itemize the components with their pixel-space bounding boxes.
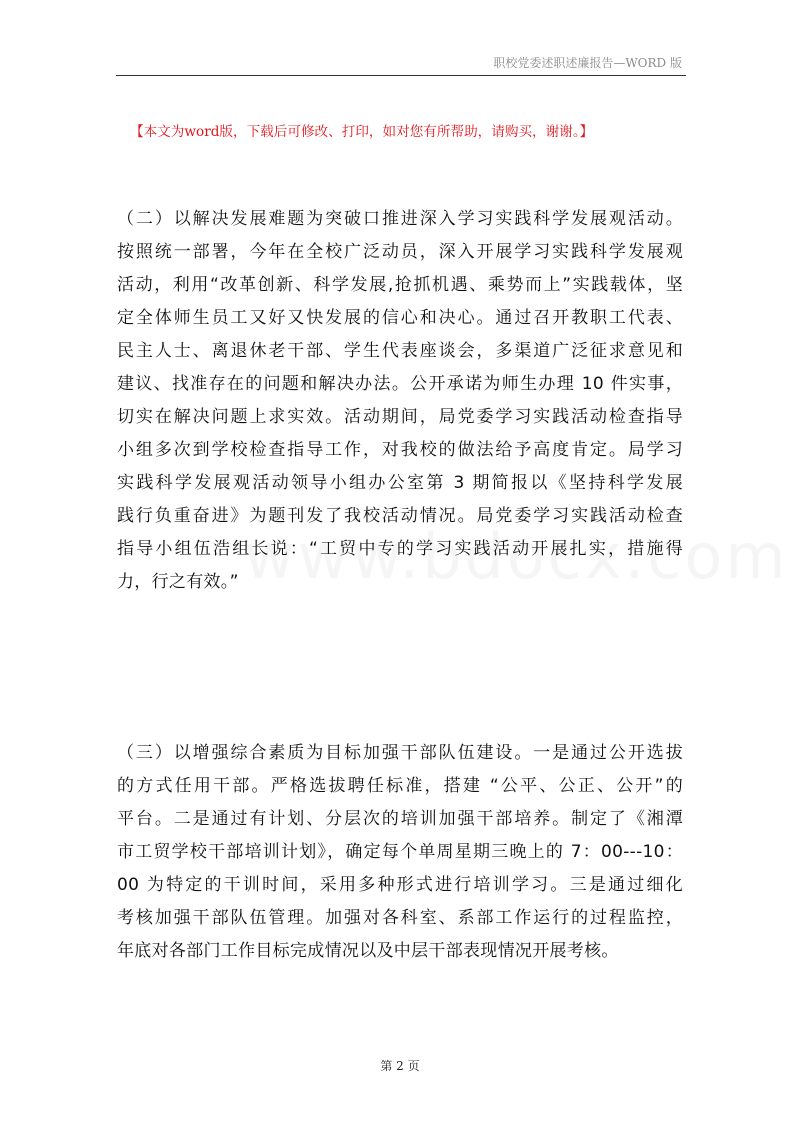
text-line: 定全体师生员工又好又快发展的信心和决心。通过召开教职工代表、 bbox=[117, 308, 683, 328]
text-line: 指导小组伍浩组长说：“工贸中专的学习实践活动开展扎实，措施得 bbox=[117, 539, 683, 559]
page-number: 第 2 页 bbox=[380, 1059, 420, 1073]
text-line: 市工贸学校干部培训计划》，确定每个单周星期三晚上的 7：00---10： bbox=[117, 842, 683, 862]
text-line: （三）以增强综合素质为目标加强干部队伍建设。一是通过公开选拔 bbox=[117, 743, 683, 763]
text-line: 实践科学发展观活动领导小组办公室第 3 期简报以《坚持科学发展 bbox=[117, 473, 683, 493]
text-line: 切实在解决问题上求实效。活动期间，局党委学习实践活动检查指导 bbox=[117, 407, 683, 427]
paragraph-section-3 bbox=[117, 737, 683, 968]
document-header-title: 职校党委述职述廉报告—WORD 版 bbox=[493, 56, 682, 70]
text-line: 民主人士、离退休老干部、学生代表座谈会，多渠道广泛征求意见和 bbox=[117, 341, 683, 361]
text-line: 小组多次到学校检查指导工作，对我校的做法给予高度肯定。局学习 bbox=[117, 440, 683, 460]
text-line: 按照统一部署，今年在全校广泛动员，深入开展学习实践科学发展观 bbox=[117, 242, 683, 262]
text-line: 的方式任用干部。严格选拔聘任标准，搭建 “公平、公正、公开”的 bbox=[117, 776, 683, 796]
text-line: 活动，利用“改革创新、科学发展,抢抓机遇、乘势而上”实践载体，坚 bbox=[117, 275, 683, 295]
download-notice: 【本文为word版，下载后可修改、打印，如对您有所帮助，请购买，谢谢。】 bbox=[130, 124, 594, 140]
text-line: （二）以解决发展难题为突破口推进深入学习实践科学发展观活动。 bbox=[117, 209, 683, 229]
text-line: 践行负重奋进》为题刊发了我校活动情况。局党委学习实践活动检查 bbox=[117, 506, 683, 526]
text-line: 年底对各部门工作目标完成情况以及中层干部表现情况开展考核。 bbox=[117, 941, 619, 961]
text-line: 考核加强干部队伍管理。加强对各科室、系部工作运行的过程监控， bbox=[117, 908, 683, 928]
header-divider bbox=[116, 75, 686, 76]
text-line: 平台。二是通过有计划、分层次的培训加强干部培养。制定了《湘潭 bbox=[117, 809, 683, 829]
text-line: 00 为特定的干训时间，采用多种形式进行培训学习。三是通过细化 bbox=[117, 875, 683, 895]
paragraph-section-2 bbox=[117, 203, 683, 599]
text-line: 建议、找准存在的问题和解决办法。公开承诺为师生办理 10 件实事， bbox=[117, 374, 683, 394]
text-line: 力，行之有效。” bbox=[117, 572, 239, 592]
